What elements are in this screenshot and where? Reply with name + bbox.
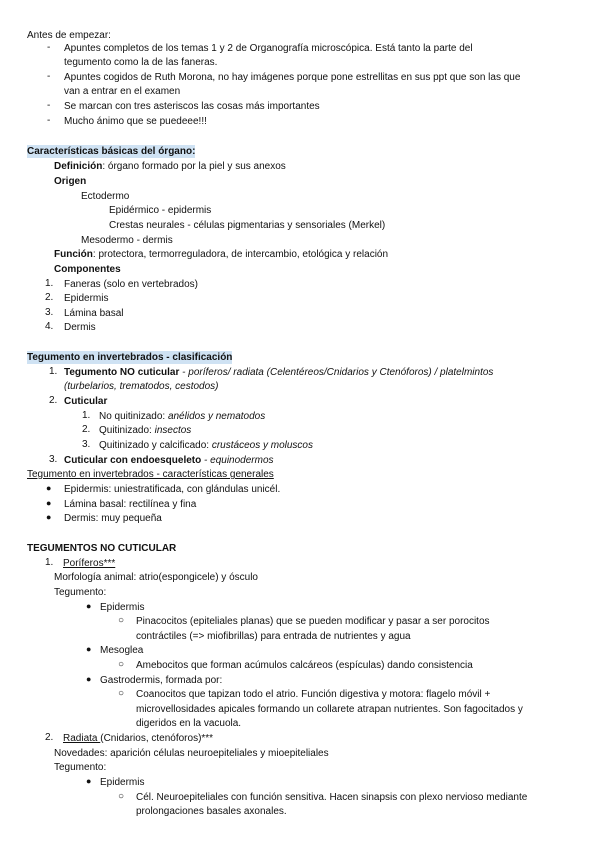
intro-item-3: Se marcan con tres asteriscos las cosas más importantes: [64, 101, 320, 112]
caracteristica-item: Dermis: muy pequeña: [64, 513, 162, 524]
ectodermo: Ectodermo: [81, 191, 130, 202]
sub-text: Quitinizado y calcificado:: [99, 440, 212, 451]
number-marker: 1.: [82, 410, 91, 421]
coanocitos-line-1: Coanocitos que tapizan todo el atrio. Función digestiva y motora: flagelo móvil +: [136, 689, 491, 700]
s2-heading: Tegumento en invertebrados - clasificación: [27, 352, 233, 363]
bullet-marker: ●: [46, 512, 52, 522]
componente-item: Epidermis: [64, 293, 109, 304]
bullet-marker: ●: [86, 674, 92, 684]
number-marker: 1.: [45, 557, 54, 568]
intro-item-4: Mucho ánimo que se puedeee!!!: [64, 116, 207, 127]
componente-item: Lámina basal: [64, 308, 124, 319]
bullet-marker: ●: [86, 776, 92, 786]
funcion-label: Función: [54, 249, 93, 260]
dash-marker: -: [47, 71, 51, 82]
bullet-marker: ●: [46, 483, 52, 493]
s2-item-1-bold: Tegumento NO cuticular: [64, 367, 180, 378]
dash-marker: -: [47, 115, 51, 126]
number-marker: 2.: [45, 292, 54, 303]
tegumento-label: Tegumento:: [54, 587, 107, 598]
s2-item-3-italic: - equinodermos: [201, 455, 274, 466]
epidermico: Epidérmico - epidermis: [109, 205, 212, 216]
caracteristicas-heading: Tegumento en invertebrados - características generales: [27, 469, 274, 480]
neuroepiteliales-line-2: prolongaciones basales axonales.: [136, 806, 287, 817]
circle-marker: ○: [118, 659, 125, 670]
intro-item-1-line-1: Apuntes completos de los temas 1 y 2 de Organografía microscópica. Está tanto la parte del: [64, 43, 473, 54]
dash-marker: -: [47, 42, 51, 53]
number-marker: 2.: [45, 732, 54, 743]
radiata-detail: (Cnidarios, ctenóforos)***: [100, 733, 214, 744]
componente-item: Dermis: [64, 322, 96, 333]
cuticular-sub-item: [99, 424, 191, 437]
definicion: [54, 160, 286, 173]
gastrodermis-label: Gastrodermis, formada por:: [100, 675, 223, 686]
circle-marker: ○: [118, 791, 125, 802]
definicion-label: Definición: [54, 161, 103, 172]
neuroepiteliales-line-1: Cél. Neuroepiteliales con función sensitiva. Hacen sinapsis con plexo nervioso mediante: [136, 792, 528, 803]
circle-marker: ○: [118, 688, 125, 699]
s2-item-3-bold: Cuticular con endoesqueleto: [64, 455, 202, 466]
definicion-text: : órgano formado por la piel y sus anexos: [102, 161, 286, 172]
number-marker: 1.: [49, 366, 58, 377]
funcion: [54, 248, 388, 261]
sub-italic: insectos: [154, 425, 192, 436]
cuticular-sub-item: [99, 410, 265, 423]
sub-text: No quitinizado:: [99, 411, 168, 422]
sub-italic: anélidos y nematodos: [167, 411, 266, 422]
number-marker: 2.: [49, 395, 58, 406]
number-marker: 3.: [82, 439, 91, 450]
radiata-title: [63, 732, 213, 745]
componente-item: Faneras (solo en vertebrados): [64, 279, 198, 290]
poriferos-title: Poríferos***: [63, 558, 116, 569]
componentes-label: Componentes: [54, 264, 121, 275]
epidermis-label: Epidermis: [100, 602, 145, 613]
pinacocitos-line-1: Pinacocitos (epiteliales planas) que se pueden modificar y pasar a ser porocitos: [136, 616, 490, 627]
radiata-novedades: Novedades: aparición células neuroepiteliales y mioepiteliales: [54, 748, 329, 759]
s3-heading: TEGUMENTOS NO CUTICULAR: [27, 543, 177, 554]
coanocitos-line-3: digeridos en la vacuola.: [136, 718, 242, 729]
caracteristica-item: Epidermis: uniestratificada, con glándulas unicél.: [64, 484, 281, 495]
epidermis-label: Epidermis: [100, 777, 145, 788]
sub-italic: crustáceos y moluscos: [211, 440, 313, 451]
amebocitos: Amebocitos que forman acúmulos calcáreos (espículas) dando consistencia: [136, 660, 473, 671]
s1-heading: Características básicas del órgano:: [27, 146, 196, 157]
caracteristica-item: Lámina basal: rectilínea y fina: [64, 499, 197, 510]
radiata-name: Radiata: [63, 733, 101, 744]
bullet-marker: ●: [86, 644, 92, 654]
intro-item-2-line-1: Apuntes cogidos de Ruth Morona, no hay imágenes porque pone estrellitas en sus ppt que son las que: [64, 72, 521, 83]
bullet-marker: ●: [46, 498, 52, 508]
origen-label: Origen: [54, 176, 87, 187]
mesodermo: Mesodermo - dermis: [81, 235, 173, 246]
dash-marker: -: [47, 100, 51, 111]
bullet-marker: ●: [86, 601, 92, 611]
intro-item-2-line-2: van a entrar en el examen: [64, 86, 181, 97]
circle-marker: ○: [118, 615, 125, 626]
s2-item-1-italic: - poríferos/ radiata (Celentéreos/Cnidarios y Ctenóforos) / platelmintos: [179, 367, 494, 378]
s2-item-1-line-2: (turbelarios, trematodos, cestodos): [64, 381, 219, 392]
mesoglea-label: Mesoglea: [100, 645, 144, 656]
crestas: Crestas neurales - células pigmentarias y sensoriales (Merkel): [109, 220, 386, 231]
intro-heading: Antes de empezar:: [27, 30, 111, 41]
number-marker: 1.: [45, 278, 54, 289]
coanocitos-line-2: microvellosidades apicales formando un collarete atrapan nutrientes. Son fagocitados y: [136, 704, 523, 715]
pinacocitos-line-2: contráctiles (=> miofibrillas) para entrada de nutrientes y agua: [136, 631, 411, 642]
intro-item-1-line-2: tegumento como la de las faneras.: [64, 57, 218, 68]
number-marker: 3.: [49, 454, 58, 465]
s2-item-1: [64, 366, 493, 379]
number-marker: 4.: [45, 321, 54, 332]
cuticular-sub-item: [99, 439, 313, 452]
funcion-text: : protectora, termorreguladora, de intercambio, etológica y relación: [92, 249, 389, 260]
s2-item-3: [64, 454, 274, 467]
number-marker: 2.: [82, 424, 91, 435]
poriferos-morfologia: Morfología animal: atrio(espongicele) y ósculo: [54, 572, 258, 583]
number-marker: 3.: [45, 307, 54, 318]
s2-item-2: Cuticular: [64, 396, 108, 407]
tegumento-label: Tegumento:: [54, 762, 107, 773]
sub-text: Quitinizado:: [99, 425, 155, 436]
